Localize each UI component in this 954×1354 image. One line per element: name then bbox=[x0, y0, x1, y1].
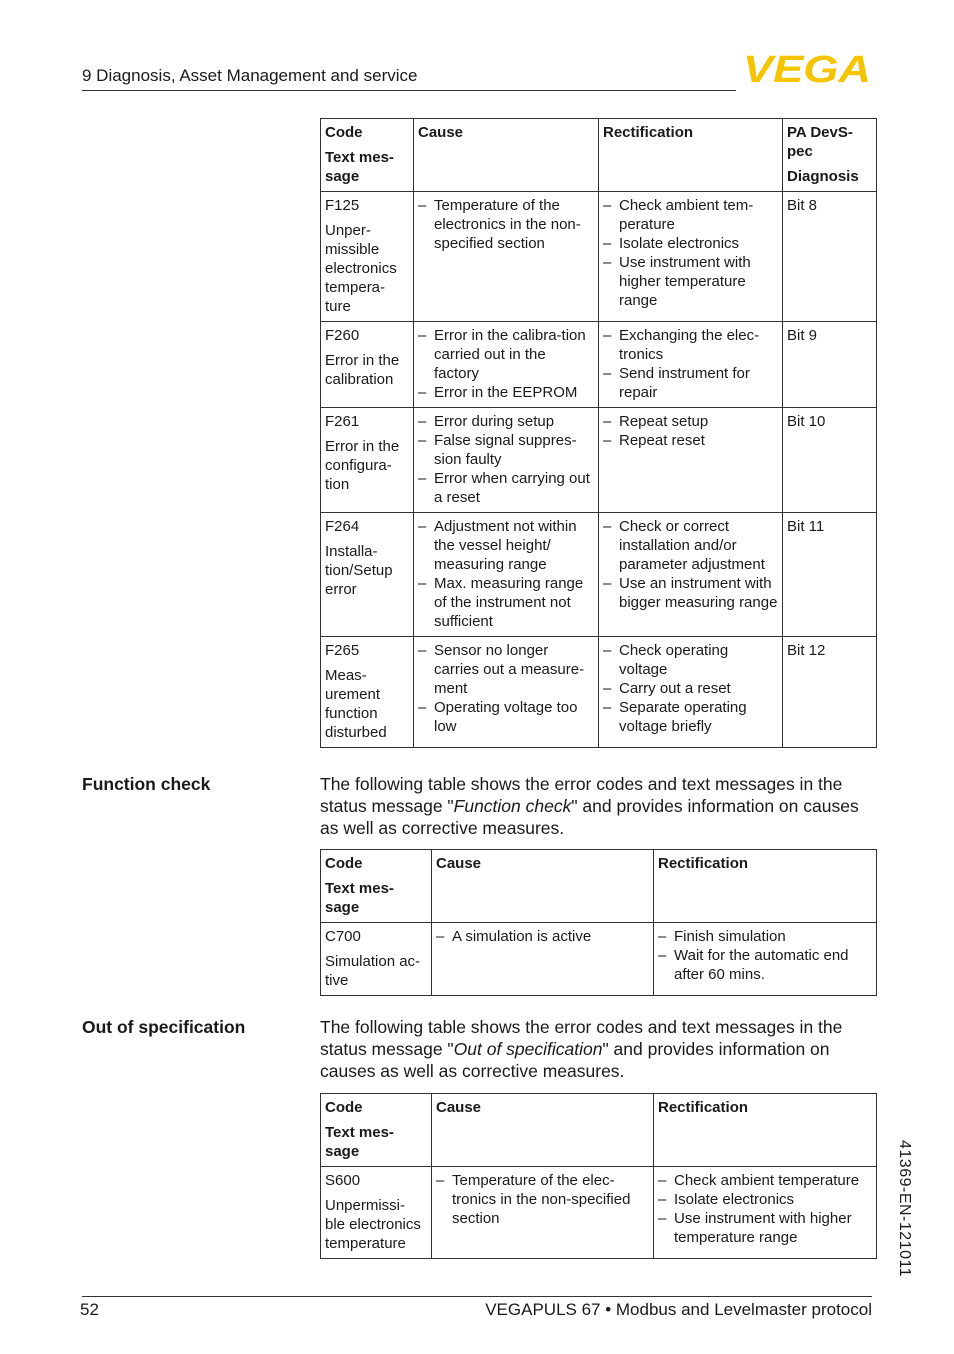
table-header-row bbox=[321, 850, 877, 923]
rectification-cell bbox=[599, 192, 783, 322]
cause-cell bbox=[414, 513, 599, 637]
text-message: Error in the calibration bbox=[325, 352, 400, 388]
rectification-item: – Check ambient temperature bbox=[658, 1171, 872, 1190]
header-code bbox=[321, 850, 432, 923]
rectification-item: – Use instrument with higher temperature range bbox=[603, 253, 778, 310]
rectification-item: – Repeat reset bbox=[603, 431, 778, 450]
header-rectification: Rectification bbox=[654, 850, 877, 923]
header-rectification: Rectification bbox=[599, 119, 783, 192]
cause-item: – Sensor no longer carries out a measure-ment bbox=[418, 641, 594, 698]
text-message: Error in the configura- tion bbox=[325, 438, 400, 493]
header-text-message-label: Text mes- sage bbox=[325, 149, 394, 185]
rectification-cell bbox=[599, 637, 783, 748]
out-of-spec-heading: Out of specification bbox=[82, 1017, 246, 1037]
document-number: 41369-EN-121011 bbox=[896, 1140, 913, 1278]
cause-item: – Operating voltage too low bbox=[418, 698, 594, 736]
code-cell bbox=[321, 322, 414, 408]
header-cause: Cause bbox=[432, 1094, 654, 1167]
header-rectification: Rectification bbox=[654, 1094, 877, 1167]
rectification-item: – Carry out a reset bbox=[603, 679, 778, 698]
text-message: Simulation ac- tive bbox=[325, 953, 421, 989]
rectification-item: – Wait for the automatic end after 60 mins. bbox=[658, 946, 872, 984]
header-text-message-label: Text mes- sage bbox=[325, 1124, 394, 1160]
text-message: Installa- tion/Setup error bbox=[325, 543, 393, 598]
code-cell bbox=[321, 513, 414, 637]
code-cell bbox=[321, 637, 414, 748]
cause-cell bbox=[414, 408, 599, 513]
cause-item: – Error when carrying out a reset bbox=[418, 469, 594, 507]
cause-item: – Temperature of the electronics in the non-specified section bbox=[418, 196, 594, 253]
table-header-row bbox=[321, 119, 877, 192]
table-row bbox=[321, 513, 877, 637]
header-cause: Cause bbox=[414, 119, 599, 192]
table-row bbox=[321, 637, 877, 748]
header-code bbox=[321, 119, 414, 192]
function-check-intro bbox=[320, 773, 876, 839]
cause-item: – Max. measuring range of the instrument not sufficient bbox=[418, 574, 594, 631]
cause-item: – A simulation is active bbox=[436, 927, 649, 946]
cause-item: – Error in the EEPROM bbox=[418, 383, 594, 402]
rectification-item: – Finish simulation bbox=[658, 927, 872, 946]
table-row bbox=[321, 408, 877, 513]
rectification-cell bbox=[599, 408, 783, 513]
intro-text: " and provides information on causes as well as corrective measures. bbox=[320, 1039, 830, 1081]
cause-item: – False signal suppres-sion faulty bbox=[418, 431, 594, 469]
code-cell bbox=[321, 192, 414, 322]
error-code: F125 bbox=[325, 197, 360, 214]
rectification-item: – Isolate electronics bbox=[603, 234, 778, 253]
page-number: 52 bbox=[80, 1300, 99, 1319]
table-row bbox=[321, 923, 877, 996]
rectification-cell bbox=[654, 923, 877, 996]
logo-wordmark: VEGA bbox=[743, 52, 871, 84]
rectification-item: – Isolate electronics bbox=[658, 1190, 872, 1209]
cause-cell bbox=[432, 1167, 654, 1259]
text-message: Unper- missible electronics tempera- ture bbox=[325, 222, 397, 315]
rectification-item: – Check ambient tem-perature bbox=[603, 196, 778, 234]
function-check-table bbox=[320, 849, 877, 996]
table-row bbox=[321, 1167, 877, 1259]
diagnosis-cell: Bit 8 bbox=[783, 192, 877, 322]
header-code-label: Code bbox=[325, 1099, 363, 1116]
out-of-spec-intro bbox=[320, 1016, 876, 1082]
page-header-title: 9 Diagnosis, Asset Management and service bbox=[82, 66, 418, 85]
header-code-label: Code bbox=[325, 855, 363, 872]
rectification-cell bbox=[599, 513, 783, 637]
code-cell bbox=[321, 1167, 432, 1259]
cause-cell bbox=[414, 322, 599, 408]
error-code: S600 bbox=[325, 1172, 361, 1189]
cause-item: – Temperature of the elec-tronics in the non-specified section bbox=[436, 1171, 649, 1228]
error-code: C700 bbox=[325, 928, 361, 945]
rectification-item: – Check operating voltage bbox=[603, 641, 778, 679]
rectification-item: – Use instrument with higher temperature range bbox=[658, 1209, 872, 1247]
header-cause: Cause bbox=[432, 850, 654, 923]
intro-text: The following table shows the error codes and text messages in the status message " bbox=[320, 1017, 843, 1059]
cause-item: – Adjustment not within the vessel height/ measuring range bbox=[418, 517, 594, 574]
code-cell bbox=[321, 408, 414, 513]
text-message: Meas- urement function disturbed bbox=[325, 667, 387, 741]
intro-emphasis: Function check bbox=[453, 796, 572, 816]
rectification-item: – Send instrument for repair bbox=[603, 364, 778, 402]
intro-emphasis: Out of specification bbox=[453, 1039, 603, 1059]
rectification-item: – Exchanging the elec-tronics bbox=[603, 326, 778, 364]
header-diagnosis-label: Diagnosis bbox=[787, 168, 859, 185]
text-message: Unpermissi- ble electronics temperature bbox=[325, 1197, 421, 1252]
header-code-label: Code bbox=[325, 124, 363, 141]
intro-text: " and provides information on causes as well as corrective measures. bbox=[320, 796, 859, 838]
table-header-row bbox=[321, 1094, 877, 1167]
cause-item: – Error during setup bbox=[418, 412, 594, 431]
diagnosis-cell: Bit 12 bbox=[783, 637, 877, 748]
diagnosis-cell: Bit 9 bbox=[783, 322, 877, 408]
rectification-cell bbox=[654, 1167, 877, 1259]
table-row bbox=[321, 322, 877, 408]
error-code: F264 bbox=[325, 518, 360, 535]
intro-text: The following table shows the error codes and text messages in the status message " bbox=[320, 774, 843, 816]
error-code: F261 bbox=[325, 413, 360, 430]
diagnosis-cell: Bit 11 bbox=[783, 513, 877, 637]
header-pa-devspec-label: PA DevS- pec bbox=[787, 124, 853, 160]
cause-cell bbox=[414, 192, 599, 322]
error-code: F265 bbox=[325, 642, 360, 659]
failure-table bbox=[320, 118, 877, 748]
diagnosis-cell: Bit 10 bbox=[783, 408, 877, 513]
error-code: F260 bbox=[325, 327, 360, 344]
vega-logo bbox=[743, 52, 873, 84]
header-rule bbox=[82, 90, 736, 91]
cause-cell bbox=[414, 637, 599, 748]
rectification-item: – Check or correct installation and/or parameter adjustment bbox=[603, 517, 778, 574]
out-of-spec-table bbox=[320, 1093, 877, 1259]
rectification-item: – Repeat setup bbox=[603, 412, 778, 431]
header-code bbox=[321, 1094, 432, 1167]
cause-item: – Error in the calibra-tion carried out in the factory bbox=[418, 326, 594, 383]
rectification-item: – Separate operating voltage briefly bbox=[603, 698, 778, 736]
header-pa-devspec bbox=[783, 119, 877, 192]
rectification-item: – Use an instrument with bigger measuring range bbox=[603, 574, 778, 612]
footer-title: VEGAPULS 67 • Modbus and Levelmaster protocol bbox=[485, 1300, 872, 1319]
table-row bbox=[321, 192, 877, 322]
cause-cell bbox=[432, 923, 654, 996]
rectification-cell bbox=[599, 322, 783, 408]
header-text-message-label: Text mes- sage bbox=[325, 880, 394, 916]
function-check-heading: Function check bbox=[82, 774, 211, 794]
code-cell bbox=[321, 923, 432, 996]
footer-rule bbox=[82, 1296, 872, 1297]
